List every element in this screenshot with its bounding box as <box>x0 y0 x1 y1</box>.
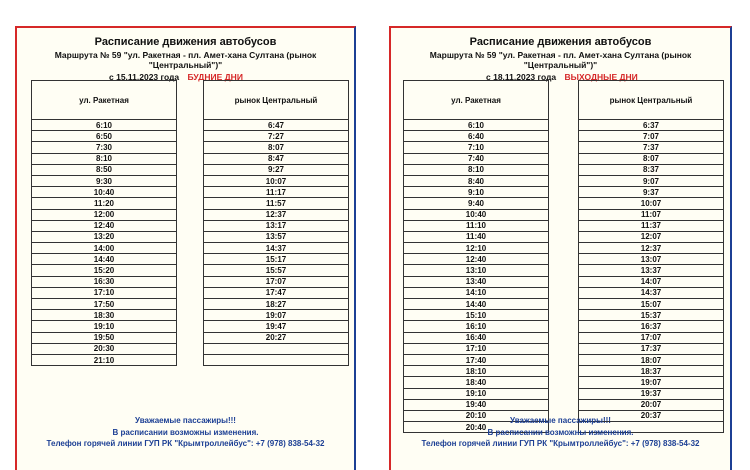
departure-time: 17:10 <box>32 287 177 298</box>
departure-time: 13:20 <box>32 231 177 242</box>
footer-hotline: Телефон горячей линии ГУП РК "Крымтроллейбус": +7 (978) 838-54-32 <box>46 439 325 448</box>
timetable-column-raketnaya <box>403 80 549 433</box>
departure-time: 21:10 <box>32 354 177 365</box>
departure-time: 12:10 <box>404 243 549 254</box>
timetable-row <box>579 332 724 343</box>
departure-time: 17:07 <box>204 276 349 287</box>
effective-date: с 18.11.2023 года <box>486 72 557 82</box>
timetable-row <box>32 310 177 321</box>
timetable-row <box>204 187 349 198</box>
timetable-row <box>404 332 549 343</box>
timetable-row <box>579 120 724 131</box>
timetable-row <box>579 254 724 265</box>
timetable-row <box>404 343 549 354</box>
departure-time: 8:50 <box>32 164 177 175</box>
timetable-row <box>204 287 349 298</box>
departure-time: 7:07 <box>579 131 724 142</box>
departure-time: 19:40 <box>404 399 549 410</box>
column-header: ул. Ракетная <box>404 81 549 120</box>
departure-time: 9:30 <box>32 175 177 186</box>
timetable-row <box>579 142 724 153</box>
departure-time: 17:50 <box>32 299 177 310</box>
timetable-row <box>579 231 724 242</box>
panel-footer <box>17 415 354 450</box>
timetable-row <box>32 354 177 365</box>
footer-hotline: Телефон горячей линии ГУП РК "Крымтроллейбус": +7 (978) 838-54-32 <box>421 439 700 448</box>
departure-time: 9:07 <box>579 175 724 186</box>
timetable-row <box>404 220 549 231</box>
timetable-row <box>404 366 549 377</box>
departure-time: 11:10 <box>404 220 549 231</box>
timetable-row <box>579 377 724 388</box>
departure-time: 7:10 <box>404 142 549 153</box>
departure-time: 20:40 <box>404 422 549 433</box>
footer-notice: В расписании возможны изменения. <box>487 427 634 437</box>
departure-time: 19:07 <box>204 310 349 321</box>
departure-time: 14:37 <box>204 243 349 254</box>
departure-time: 14:40 <box>32 254 177 265</box>
departure-time: 12:37 <box>579 243 724 254</box>
departure-time: 12:40 <box>32 220 177 231</box>
departure-time: 17:10 <box>404 343 549 354</box>
departure-time <box>204 343 349 354</box>
departure-time: 9:27 <box>204 164 349 175</box>
timetable-row <box>579 276 724 287</box>
departure-time: 8:37 <box>579 164 724 175</box>
timetable-row <box>579 243 724 254</box>
timetable-row <box>579 299 724 310</box>
timetable-row <box>579 153 724 164</box>
departure-time: 8:47 <box>204 153 349 164</box>
timetable-column-rynok <box>578 80 724 433</box>
departure-time: 16:40 <box>404 332 549 343</box>
departure-time: 20:37 <box>579 410 724 421</box>
timetable-row <box>404 377 549 388</box>
timetable-row <box>404 254 549 265</box>
timetable-row <box>204 265 349 276</box>
departure-time: 11:37 <box>579 220 724 231</box>
departure-time: 7:40 <box>404 153 549 164</box>
departure-time: 13:17 <box>204 220 349 231</box>
timetable-row <box>404 399 549 410</box>
departure-time: 19:10 <box>404 388 549 399</box>
timetable-row <box>404 198 549 209</box>
departure-time: 6:10 <box>32 120 177 131</box>
timetable-row <box>579 164 724 175</box>
timetable-row <box>404 287 549 298</box>
departure-time: 11:17 <box>204 187 349 198</box>
timetable-row <box>579 131 724 142</box>
timetable-row <box>32 231 177 242</box>
timetable-row <box>204 243 349 254</box>
departure-time: 11:20 <box>32 198 177 209</box>
timetable-row <box>204 343 349 354</box>
timetable-row <box>579 220 724 231</box>
departure-time: 15:07 <box>579 299 724 310</box>
departure-time: 16:30 <box>32 276 177 287</box>
departure-time: 14:10 <box>404 287 549 298</box>
timetable-row <box>404 299 549 310</box>
timetable-row <box>404 388 549 399</box>
footer-greeting: Уважаемые пассажиры!!! <box>135 416 236 425</box>
departure-time: 18:40 <box>404 377 549 388</box>
route-line-2: "Центральный")" <box>523 60 598 70</box>
timetable-row <box>404 310 549 321</box>
departure-time: 9:10 <box>404 187 549 198</box>
route-line-2: "Центральный")" <box>148 60 223 70</box>
departure-time: 19:10 <box>32 321 177 332</box>
departure-time: 15:10 <box>404 310 549 321</box>
panel-title: Расписание движения автобусов <box>94 36 277 48</box>
departure-time: 18:27 <box>204 299 349 310</box>
timetable-row <box>32 175 177 186</box>
timetable-row <box>32 287 177 298</box>
departure-time: 6:47 <box>204 120 349 131</box>
timetable-row <box>404 175 549 186</box>
timetable-row <box>404 153 549 164</box>
departure-time: 8:07 <box>204 142 349 153</box>
timetable-row <box>32 343 177 354</box>
departure-time: 19:07 <box>579 377 724 388</box>
timetable-row <box>32 209 177 220</box>
departure-time: 17:07 <box>579 332 724 343</box>
departure-time: 19:50 <box>32 332 177 343</box>
departure-time: 6:40 <box>404 131 549 142</box>
footer-notice: В расписании возможны изменения. <box>112 427 259 437</box>
timetable-row <box>204 321 349 332</box>
timetable-row <box>204 164 349 175</box>
departure-time: 15:57 <box>204 265 349 276</box>
departure-time: 11:57 <box>204 198 349 209</box>
timetable-row <box>404 131 549 142</box>
timetable-row <box>32 220 177 231</box>
timetable-row <box>204 220 349 231</box>
departure-time: 8:07 <box>579 153 724 164</box>
departure-time: 17:37 <box>579 343 724 354</box>
timetable-row <box>32 120 177 131</box>
departure-time: 19:47 <box>204 321 349 332</box>
timetable-row <box>204 153 349 164</box>
timetable-row <box>32 321 177 332</box>
timetable-row <box>579 388 724 399</box>
departure-time: 8:10 <box>404 164 549 175</box>
day-type-label: БУДНИЕ ДНИ <box>187 72 243 82</box>
route-description <box>391 50 730 70</box>
departure-time: 20:07 <box>579 399 724 410</box>
timetable-row <box>404 354 549 365</box>
timetable-row <box>32 254 177 265</box>
departure-time: 14:00 <box>32 243 177 254</box>
timetable-row <box>204 142 349 153</box>
departure-time: 7:27 <box>204 131 349 142</box>
panel-footer <box>391 415 730 450</box>
column-header: ул. Ракетная <box>32 81 177 120</box>
departure-time: 7:30 <box>32 142 177 153</box>
departure-time: 12:00 <box>32 209 177 220</box>
timetable-row <box>32 332 177 343</box>
timetable-row <box>32 243 177 254</box>
timetable-row <box>404 209 549 220</box>
departure-time: 10:40 <box>32 187 177 198</box>
departure-time: 15:17 <box>204 254 349 265</box>
day-type-label: ВЫХОДНЫЕ ДНИ <box>564 72 638 82</box>
departure-time <box>204 354 349 365</box>
timetable-row <box>579 321 724 332</box>
departure-time: 19:37 <box>579 388 724 399</box>
departure-time: 12:40 <box>404 254 549 265</box>
departure-time: 13:07 <box>579 254 724 265</box>
timetable-row <box>204 254 349 265</box>
timetable-row <box>204 276 349 287</box>
timetable-row <box>204 231 349 242</box>
timetable-row <box>204 175 349 186</box>
timetable-row <box>204 354 349 365</box>
departure-time: 11:07 <box>579 209 724 220</box>
departure-time: 8:40 <box>404 175 549 186</box>
departure-time: 13:57 <box>204 231 349 242</box>
timetable-row <box>32 142 177 153</box>
timetable-row <box>404 164 549 175</box>
departure-time: 9:37 <box>579 187 724 198</box>
departure-time: 17:40 <box>404 354 549 365</box>
timetable-row <box>32 187 177 198</box>
timetable-row <box>32 164 177 175</box>
departure-time: 13:10 <box>404 265 549 276</box>
timetable-row <box>579 198 724 209</box>
timetable-row <box>404 142 549 153</box>
column-header: рынок Центральный <box>204 81 349 120</box>
timetable-row <box>204 131 349 142</box>
departure-time: 16:10 <box>404 321 549 332</box>
timetable-row <box>404 231 549 242</box>
timetable-row <box>579 343 724 354</box>
departure-time: 12:37 <box>204 209 349 220</box>
timetable-row <box>204 198 349 209</box>
timetable-row <box>32 198 177 209</box>
timetable-row <box>204 332 349 343</box>
route-line-1: Маршрута № 59 "ул. Ракетная - пл. Амет-хана Султана (рынок <box>429 50 692 60</box>
panel-title: Расписание движения автобусов <box>469 36 652 48</box>
timetable-row <box>204 209 349 220</box>
departure-time: 10:07 <box>579 198 724 209</box>
departure-time: 14:07 <box>579 276 724 287</box>
timetable-row <box>32 299 177 310</box>
timetable-row <box>404 187 549 198</box>
timetable-row <box>579 354 724 365</box>
departure-time: 16:37 <box>579 321 724 332</box>
route-description <box>17 50 354 70</box>
timetable-row <box>32 276 177 287</box>
departure-time: 11:40 <box>404 231 549 242</box>
departure-time: 17:47 <box>204 287 349 298</box>
timetable-row <box>204 120 349 131</box>
timetable-row <box>404 321 549 332</box>
timetable-column-raketnaya <box>31 80 177 366</box>
timetable-row <box>204 299 349 310</box>
schedule-panel-weekdays <box>15 26 356 470</box>
timetable-row <box>32 153 177 164</box>
departure-time: 18:07 <box>579 354 724 365</box>
departure-time: 7:37 <box>579 142 724 153</box>
departure-time: 15:20 <box>32 265 177 276</box>
departure-time: 14:37 <box>579 287 724 298</box>
timetable-column-rynok <box>203 80 349 366</box>
footer-greeting: Уважаемые пассажиры!!! <box>510 416 611 425</box>
timetable-row <box>579 287 724 298</box>
timetable-row <box>579 366 724 377</box>
departure-time: 20:27 <box>204 332 349 343</box>
timetable-row <box>204 310 349 321</box>
timetable-row <box>579 175 724 186</box>
departure-time: 10:07 <box>204 175 349 186</box>
departure-time: 15:37 <box>579 310 724 321</box>
departure-time: 6:10 <box>404 120 549 131</box>
column-header: рынок Центральный <box>579 81 724 120</box>
timetable-row <box>404 243 549 254</box>
departure-time: 13:37 <box>579 265 724 276</box>
route-line-1: Маршрута № 59 "ул. Ракетная - пл. Амет-хана Султана (рынок <box>54 50 317 60</box>
departure-time: 13:40 <box>404 276 549 287</box>
departure-time: 9:40 <box>404 198 549 209</box>
timetable-row <box>579 310 724 321</box>
departure-time: 12:07 <box>579 231 724 242</box>
timetable-row <box>404 265 549 276</box>
timetable-row <box>579 399 724 410</box>
timetable-row <box>579 187 724 198</box>
timetable-row <box>579 265 724 276</box>
timetable-row <box>579 209 724 220</box>
departure-time: 6:50 <box>32 131 177 142</box>
timetable-row <box>32 265 177 276</box>
departure-time: 14:40 <box>404 299 549 310</box>
effective-date: с 15.11.2023 года <box>109 72 180 82</box>
departure-time: 18:37 <box>579 366 724 377</box>
timetable-row <box>404 120 549 131</box>
timetable-row <box>404 276 549 287</box>
departure-time: 18:30 <box>32 310 177 321</box>
departure-time: 10:40 <box>404 209 549 220</box>
departure-time: 18:10 <box>404 366 549 377</box>
departure-time: 8:10 <box>32 153 177 164</box>
timetable-row <box>32 131 177 142</box>
departure-time: 6:37 <box>579 120 724 131</box>
schedule-panel-weekends <box>389 26 732 470</box>
departure-time: 20:30 <box>32 343 177 354</box>
departure-time: 20:10 <box>404 410 549 421</box>
